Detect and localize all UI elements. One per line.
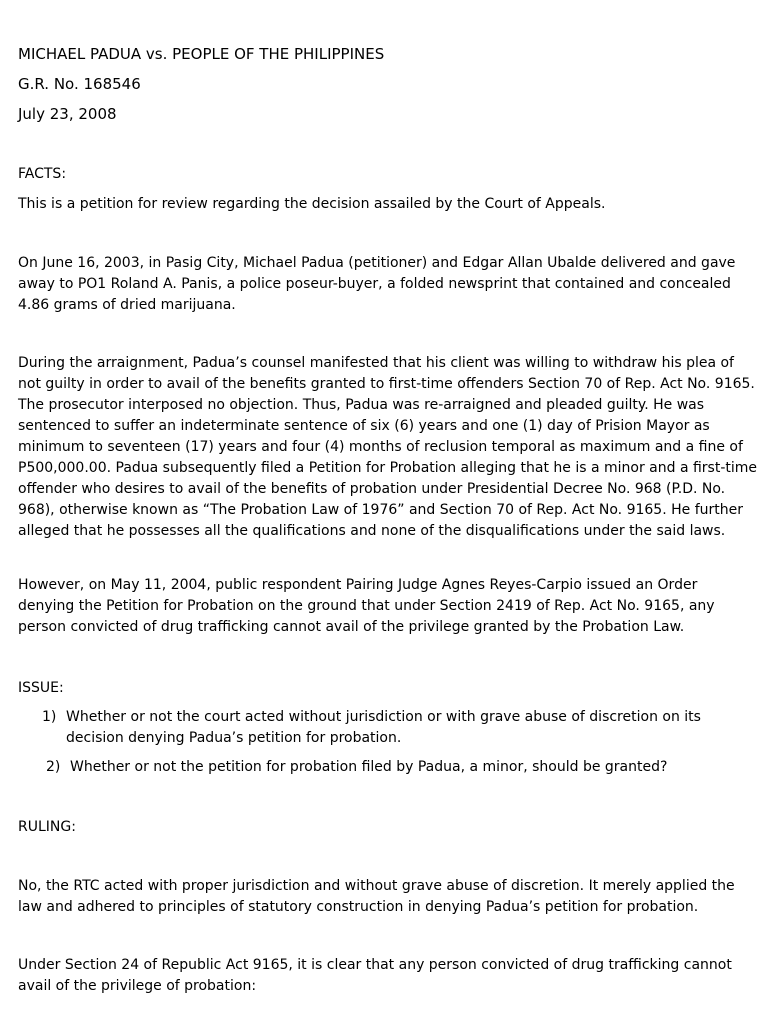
facts-heading: FACTS:	[18, 166, 67, 182]
ruling-heading: RULING:	[18, 819, 76, 835]
facts-paragraph-2: On June 16, 2003, in Pasig City, Michael Padua (petitioner) and Edgar Allan Ubalde delivered and gave away to PO1 Roland A. Panis, a police poseur-buyer, a folded newsprint that contained and concealed 4.86 grams of dried marijuana.	[18, 255, 736, 313]
case-title: MICHAEL PADUA vs. PEOPLE OF THE PHILIPPINES	[18, 45, 385, 63]
facts-paragraph-4: However, on May 11, 2004, public respondent Pairing Judge Agnes Reyes-Carpio issued an Order denying the Petition for Probation on the ground that under Section 2419 of Rep. Act No. 9165, any person convicted of drug trafficking cannot avail of the privilege granted by the Probation Law.	[18, 577, 715, 635]
facts-paragraph-3: During the arraignment, Padua’s counsel manifested that his client was willing to withdraw his plea of not guilty in order to avail of the benefits granted to first-time offenders Section 70 of Rep. Act No. 9165. The prosecutor interposed no objection. Thus, Padua was re-arraigned and pleaded guilty. He was sentenced to suffer an indeterminate sentence of six (6) years and one (1) day of Prision Mayor as minimum to seventeen (17) years and four (4) months of reclusion temporal as maximum and a fine of P500,000.00. Padua subsequently filed a Petition for Probation alleging that he is a minor and a first-time offender who desires to avail of the benefits of probation under Presidential Decree No. 968 (P.D. No. 968), otherwise known as “The Probation Law of 1976” and Section 70 of Rep. Act No. 9165. He further alleged that he possesses all the qualifications and none of the disqualifications under the said laws.	[18, 355, 758, 539]
case-number: G.R. No. 168546	[18, 75, 141, 93]
issue-item-text: Whether or not the court acted without jurisdiction or with grave abuse of discretion on its decision denying Padua’s petition for probation.	[66, 709, 701, 746]
case-date: July 23, 2008	[18, 105, 117, 123]
issue-item-1	[42, 707, 762, 749]
ruling-paragraph-2: Under Section 24 of Republic Act 9165, it is clear that any person convicted of drug trafficking cannot avail of the privilege of probation:	[18, 957, 732, 994]
ruling-paragraph-1: No, the RTC acted with proper jurisdiction and without grave abuse of discretion. It merely applied the law and adhered to principles of statutory construction in denying Padua’s petition for probation.	[18, 878, 735, 915]
facts-paragraph-1: This is a petition for review regarding the decision assailed by the Court of Appeals.	[18, 196, 606, 212]
issue-heading: ISSUE:	[18, 680, 64, 696]
issue-item-number: 1)	[42, 709, 57, 725]
issue-item-number: 2)	[46, 759, 61, 775]
issue-item-text: Whether or not the petition for probation filed by Padua, a minor, should be granted?	[70, 759, 668, 775]
issue-item-2	[46, 757, 766, 778]
